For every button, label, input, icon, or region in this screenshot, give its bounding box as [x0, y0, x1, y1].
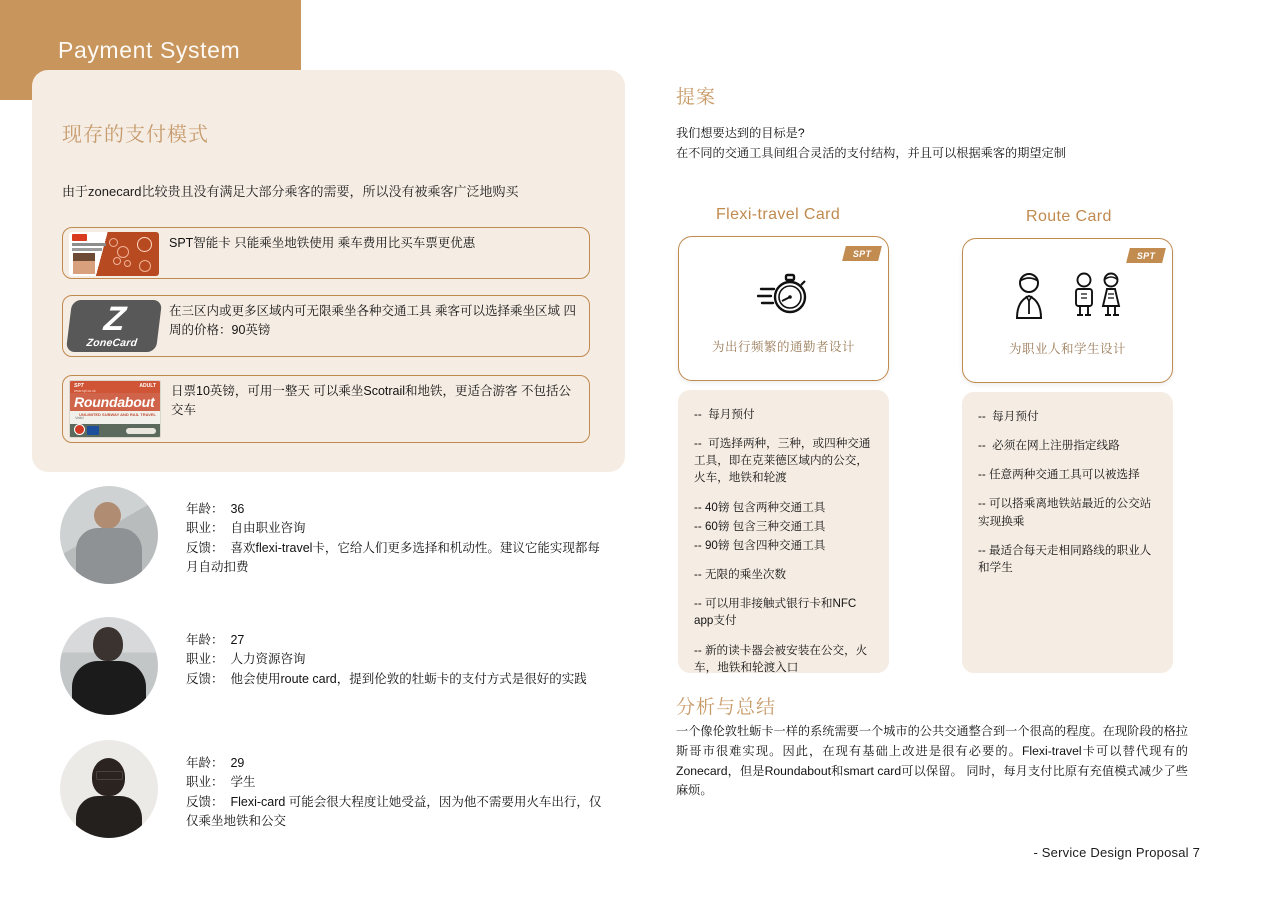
persona-job-label: 职业：: [186, 521, 224, 536]
spt-badge-label: SPT: [1136, 250, 1156, 261]
plan-caption: 为职业人和学生设计: [1008, 342, 1126, 356]
plan-feature: -- 必须在网上注册指定线路: [978, 439, 1120, 453]
children-icon: [1070, 272, 1126, 320]
payment-card-row[interactable]: [62, 227, 590, 279]
zonecard-name: ZoneCard: [85, 337, 138, 349]
plan-feature: -- 可选择两种，三种，或四种交通工具，即在克莱德区域内的公交，火车，地铁和轮渡: [694, 437, 871, 485]
persona-feedback-label: 反馈：: [186, 540, 224, 555]
persona-age-value: 29: [230, 756, 245, 770]
plan-features-flexi-travel: [678, 390, 889, 673]
roundabout-adult-label: ADULT: [139, 383, 156, 389]
footer-note: - Service Design Proposal 7: [1033, 845, 1200, 860]
plan-feature: -- 90镑 包含四种交通工具: [694, 538, 826, 552]
plan-feature: -- 无限的乘坐次数: [694, 568, 787, 582]
persona-age-value: 27: [230, 633, 245, 647]
businessman-icon: [1010, 272, 1048, 320]
persona-age-label: 年龄：: [186, 633, 224, 647]
plan-feature: -- 可以用非接触式银行卡和NFC app支付: [694, 597, 860, 628]
persona-entry: [60, 486, 605, 584]
persona-job-value: 自由职业咨询: [230, 521, 306, 536]
roundabout-brand: SPT: [74, 383, 84, 389]
analysis-body: 一个像伦敦牡蛎卡一样的系统需要一个城市的公共交通整合到一个很高的程度。在现阶段的格拉斯哥市很难实现。因此，在现有基础上改进是很有必要的。Flexi-travel卡可以替代现有的Zonecard，但是Roundabout和smart card可以保留。 同时，每月支付比原有充值模式减少了些麻烦。: [676, 724, 1188, 798]
proposal-intro: [676, 123, 1216, 163]
plan-caption: 为出行频繁的通勤者设计: [711, 340, 855, 354]
proposal-intro-line1: 我们想要达到的目标是?: [676, 126, 805, 140]
persona-job-label: 职业：: [186, 775, 224, 790]
stopwatch-icon: [757, 269, 811, 319]
roundabout-url: www.spt.co.uk: [74, 389, 96, 393]
persona-feedback-value: 喜欢flexi-travel卡，它给人们更多选择和机动性。建议它能实现都每月自动扣费: [186, 540, 600, 575]
roundabout-unlimited-label: UNLIMITED SUBWAY AND RAIL TRAVEL: [79, 412, 156, 417]
plan-feature: -- 最适合每天走相同路线的职业人和学生: [978, 543, 1152, 574]
plan-feature: -- 每月预付: [694, 408, 755, 421]
plan-feature: -- 新的读卡器会被安装在公交，火车，地铁和轮渡入口: [694, 643, 868, 674]
zonecard-thumb: [69, 300, 159, 352]
persona-job-value: 人力资源咨询: [230, 652, 306, 667]
spt-badge-label: SPT: [852, 248, 872, 259]
glasses-icon: [96, 771, 123, 780]
persona-feedback-value: 他会使用route card，提到伦敦的牡蛎卡的支付方式是很好的实践: [230, 671, 587, 686]
payment-card-row[interactable]: [62, 295, 590, 357]
plan-feature: -- 任意两种交通工具可以被选择: [978, 468, 1140, 482]
roundabout-valid-label: Valid: [75, 415, 84, 420]
persona-feedback-label: 反馈：: [186, 671, 224, 686]
plan-card-flexi-travel[interactable]: [678, 236, 889, 381]
plan-feature: -- 60镑 包含三种交通工具: [694, 519, 826, 533]
plan-feature: -- 每月预付: [978, 410, 1039, 423]
persona-entry: [60, 617, 605, 715]
roundabout-thumb: [69, 380, 161, 438]
persona-age-label: 年龄：: [186, 502, 224, 516]
persona-feedback-value: Flexi-card 可能会很大程度让她受益，因为他不需要用火车出行，仅仅乘坐地铁和公交: [186, 794, 602, 829]
plan-feature: -- 可以搭乘离地铁站最近的公交站实现换乘: [978, 497, 1152, 528]
plan-title-route-card: Route Card: [1026, 208, 1112, 225]
persona-age-label: 年龄：: [186, 756, 224, 770]
proposal-heading: 提案: [676, 87, 717, 108]
payment-card-text: 在三区内或更多区域内可无限乘坐各种交通工具 乘客可以选择乘坐区域 四周的价格：90英镑: [169, 304, 576, 337]
persona-avatar: [60, 740, 158, 838]
existing-payment-heading: 现存的支付模式: [62, 124, 209, 146]
persona-avatar: [60, 617, 158, 715]
payment-card-row[interactable]: [62, 375, 590, 443]
existing-payment-intro: 由于zonecard比较贵且没有满足大部分乘客的需要，所以没有被乘客广泛地购买: [62, 184, 519, 199]
plan-icon-group: [679, 263, 888, 325]
zonecard-letter: Z: [102, 300, 128, 338]
payment-card-text: 日票10英镑，可用一整天 可以乘坐Scotrail和地铁，更适合游客 不包括公交车: [171, 384, 572, 417]
proposal-intro-line2: 在不同的交通工具间组合灵活的支付结构，并且可以根据乘客的期望定制: [676, 146, 1066, 161]
persona-avatar: [60, 486, 158, 584]
analysis-heading: 分析与总结: [676, 697, 777, 718]
spt-badge: [1126, 248, 1166, 263]
plan-title-flexi-travel: Flexi-travel Card: [716, 206, 841, 223]
spt-smartcard-thumb: [69, 232, 159, 276]
roundabout-wordmark: Roundabout: [74, 394, 155, 410]
persona-entry: [60, 740, 605, 838]
existing-payment-panel: [32, 70, 625, 472]
spt-badge: [842, 246, 882, 261]
plan-feature: -- 40镑 包含两种交通工具: [694, 500, 826, 514]
plan-features-route-card: [962, 392, 1173, 673]
page-title: Payment System: [58, 36, 241, 63]
persona-age-value: 36: [230, 502, 245, 516]
plan-card-route-card[interactable]: [962, 238, 1173, 383]
persona-feedback-label: 反馈：: [186, 794, 224, 809]
persona-job-value: 学生: [230, 775, 256, 790]
payment-card-text: SPT智能卡 只能乘坐地铁使用 乘车费用比买车票更优惠: [169, 236, 476, 250]
plan-icon-group: [963, 265, 1172, 327]
persona-job-label: 职业：: [186, 652, 224, 667]
